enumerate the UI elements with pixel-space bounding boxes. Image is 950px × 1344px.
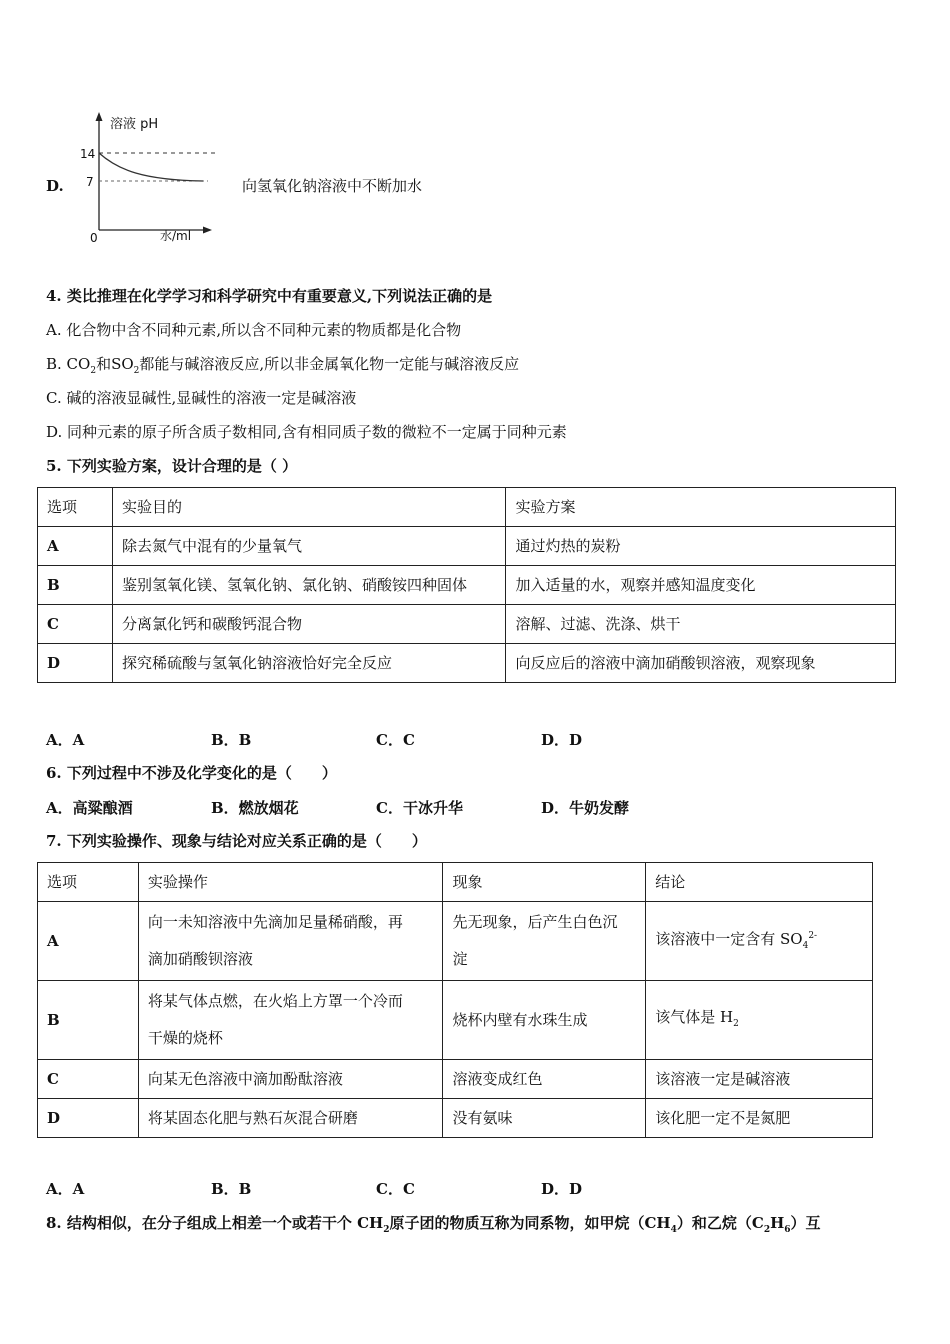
q5-choice-d[interactable]: D．D: [541, 731, 583, 749]
q7-table: [37, 862, 873, 1138]
y-tick-7: 7: [86, 175, 94, 189]
table-row: A 除去氮气中混有的少量氧气 通过灼热的炭粉: [38, 527, 896, 566]
q4-stem: 4. 类比推理在化学学习和科学研究中有重要意义,下列说法正确的是: [46, 287, 493, 305]
q7-choice-a[interactable]: A．A: [46, 1180, 85, 1198]
q6-choice-a[interactable]: A．高粱酿酒: [46, 799, 133, 817]
table-row: D 探究稀硫酸与氢氧化钠溶液恰好完全反应 向反应后的溶液中滴加硝酸钡溶液，观察现象: [38, 644, 896, 683]
table-row: B 将某气体点燃，在火焰上方罩一个冷而 干燥的烧杯 烧杯内壁有水珠生成 该气体是 $H_2$: [38, 981, 873, 1060]
table-row: A 向一未知溶液中先滴加足量稀硝酸，再 滴加硝酸钡溶液 先无现象，后产生白色沉 淀 该溶液中一定含有 $SO_4^{2-}$: [38, 902, 873, 981]
q6-stem: 6. 下列过程中不涉及化学变化的是（ ）: [46, 764, 337, 782]
q7-stem: 7. 下列实验操作、现象与结论对应关系正确的是（ ）: [46, 832, 427, 850]
y-tick-14: 14: [80, 147, 96, 161]
q5-choice-a[interactable]: A．A: [46, 731, 85, 749]
graph-caption: 向氢氧化钠溶液中不断加水: [242, 177, 423, 195]
table-row: B 鉴别氢氧化镁、氢氧化钠、氯化钠、硝酸铵四种固体 加入适量的水，观察并感知温度变化: [38, 566, 896, 605]
q6-choice-d[interactable]: D．牛奶发酵: [541, 799, 630, 817]
q5-table: [37, 487, 896, 683]
table-row: C 向某无色溶液中滴加酚酞溶液 溶液变成红色 该溶液一定是碱溶液: [38, 1060, 873, 1099]
table-header-row: 选项 实验操作 现象 结论: [38, 863, 873, 902]
table-header-row: 选项 实验目的 实验方案: [38, 488, 896, 527]
q4-option-a: A. 化合物中含不同种元素,所以含不同种元素的物质都是化合物: [46, 321, 462, 339]
q6-choice-c[interactable]: C．干冰升华: [376, 799, 463, 817]
ph-graph: [78, 108, 228, 248]
table-row: C 分离氯化钙和碳酸钙混合物 溶解、过滤、洗涤、烘干: [38, 605, 896, 644]
x-axis-label: 水/ml: [160, 229, 192, 243]
q5-stem: 5. 下列实验方案，设计合理的是（ ）: [46, 457, 298, 475]
y-axis-arrow: [96, 112, 103, 121]
q5-choice-c[interactable]: C．C: [376, 731, 415, 749]
q7-choice-c[interactable]: C．C: [376, 1180, 415, 1198]
q7-choice-d[interactable]: D．D: [541, 1180, 583, 1198]
q6-choice-b[interactable]: B．燃放烟花: [211, 799, 299, 817]
q4-option-c: C. 碱的溶液显碱性,显碱性的溶液一定是碱溶液: [46, 389, 357, 407]
x-axis-arrow: [203, 227, 212, 234]
q4-option-b: B. $CO_2$和$SO_2$都能与碱溶液反应,所以非金属氧化物一定能与碱溶液反应: [46, 355, 520, 376]
table-row: D 将某固态化肥与熟石灰混合研磨 没有氨味 该化肥一定不是氮肥: [38, 1099, 873, 1138]
q5-choice-b[interactable]: B．B: [211, 731, 252, 749]
q4-option-d: D. 同种元素的原子所含质子数相同,含有相同质子数的微粒不一定属于同种元素: [46, 423, 567, 441]
q8-stem: 8. 结构相似，在分子组成上相差一个或若干个 $CH_2$原子团的物质互称为同系物，如甲烷$(CH_4)$和乙烷$(C_2H_6)$互: [46, 1214, 821, 1235]
graph-option-letter: D.: [46, 177, 64, 195]
origin-label: 0: [90, 231, 98, 245]
y-axis-label: 溶液 pH: [110, 117, 159, 132]
ph-curve: [99, 153, 203, 181]
q7-choice-b[interactable]: B．B: [211, 1180, 252, 1198]
